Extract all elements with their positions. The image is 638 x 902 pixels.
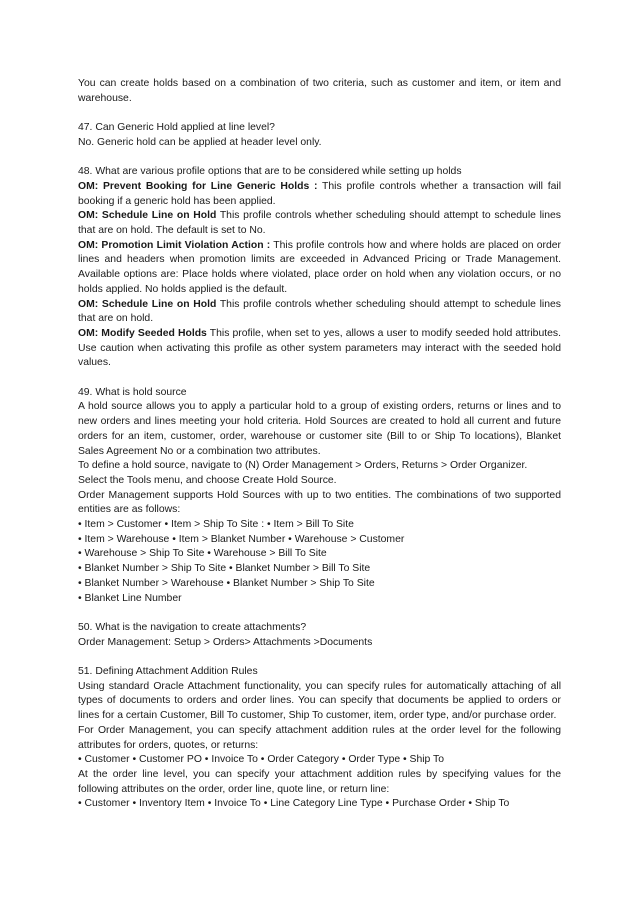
profile-option-term: OM: Modify Seeded Holds (78, 327, 207, 339)
profile-option (78, 180, 561, 209)
q51-paragraph: For Order Management, you can specify attachment addition rules at the order level for the following attributes for orders, quotes, or returns: (78, 724, 561, 751)
q49-paragraph: A hold source allows you to apply a particular hold to a group of existing orders, returns or lines and to new orders and lines meeting your hold criteria. Hold Sources are created to hold all current and future orders for an item, customer, order, warehouse or customer site (Bill to or Ship To locations), Blanket Sales Agreement No or a combination two attributes. (78, 401, 561, 457)
q51-paragraph: At the order line level, you can specify your attachment addition rules by specifying values for the following attributes on the order, order line, quote line, or return line: (78, 768, 561, 795)
profile-option-desc: This profile, when set to yes, allows a user to modify seeded hold attributes. Use caution when activating this profile as other system parameters may interact with the seeded hold values. (78, 327, 561, 369)
profile-option-term: OM: Prevent Booking for Line Generic Holds : (78, 180, 318, 192)
q49-paragraph: Order Management supports Hold Sources with up to two entities. The combinations of two supported entities are as follows: (78, 489, 561, 516)
q47-question: 47. Can Generic Hold applied at line level? (78, 122, 275, 134)
profile-option (78, 327, 561, 371)
q47-answer: No. Generic hold can be applied at header level only. (78, 136, 322, 148)
list-item: • Item > Warehouse • Item > Blanket Number • Warehouse > Customer (78, 533, 405, 545)
document-page (78, 77, 561, 812)
profile-option-term: OM: Schedule Line on Hold (78, 210, 217, 222)
profile-option-term: OM: Promotion Limit Violation Action : (78, 239, 271, 251)
q50-answer: Order Management: Setup > Orders> Attachments >Documents (78, 636, 373, 648)
q51-question: 51. Defining Attachment Addition Rules (78, 666, 258, 678)
q51-paragraph: Using standard Oracle Attachment functionality, you can specify rules for automatically attaching of all types of documents to orders and order lines. You can specify that documents be applied to orders or lines for a certain Customer, Bill To customer, Ship To customer, item, order type, and/or purchase order. (78, 680, 561, 722)
list-item: • Blanket Number > Ship To Site • Blanket Number > Bill To Site (78, 563, 371, 575)
profile-option (78, 239, 561, 298)
q49-paragraph: Select the Tools menu, and choose Create Hold Source. (78, 474, 337, 486)
q50-question: 50. What is the navigation to create attachments? (78, 621, 307, 633)
q48-question: 48. What are various profile options that are to be considered while setting up holds (78, 166, 462, 178)
list-item: • Blanket Line Number (78, 592, 182, 604)
list-item: • Customer • Customer PO • Invoice To • Order Category • Order Type • Ship To (78, 754, 445, 766)
profile-option-desc: This profile controls whether scheduling should attempt to schedule lines that are on hold. (78, 298, 561, 325)
profile-option-desc: This profile controls how and where holds are placed on order lines and headers when promotion limits are exceeded in Advanced Pricing or Trade Management. Available options are: Place holds where violated, place order on hold when any violation occurs, or no holds applied. No holds applied is the default. (78, 239, 561, 295)
profile-option-term: OM: Schedule Line on Hold (78, 298, 217, 310)
list-item: • Blanket Number > Warehouse • Blanket Number > Ship To Site (78, 577, 375, 589)
profile-option-desc: This profile controls whether scheduling should attempt to schedule lines that are on hold. The default is set to No. (78, 210, 561, 236)
intro-paragraph: You can create holds based on a combination of two criteria, such as customer and item, or item and warehouse. (78, 78, 561, 104)
profile-option (78, 298, 561, 327)
profile-option (78, 209, 561, 238)
list-item: • Customer • Inventory Item • Invoice To • Line Category Line Type • Purchase Order • Ship To (78, 798, 510, 810)
profile-option-desc: This profile controls whether a transaction will fail booking if a generic hold has been applied. (78, 180, 561, 207)
q49-paragraph: To define a hold source, navigate to (N) Order Management > Orders, Returns > Order Organizer. (78, 460, 528, 472)
q49-question: 49. What is hold source (78, 386, 187, 398)
list-item: • Warehouse > Ship To Site • Warehouse > Bill To Site (78, 548, 327, 560)
list-item: • Item > Customer • Item > Ship To Site : • Item > Bill To Site (78, 519, 354, 531)
